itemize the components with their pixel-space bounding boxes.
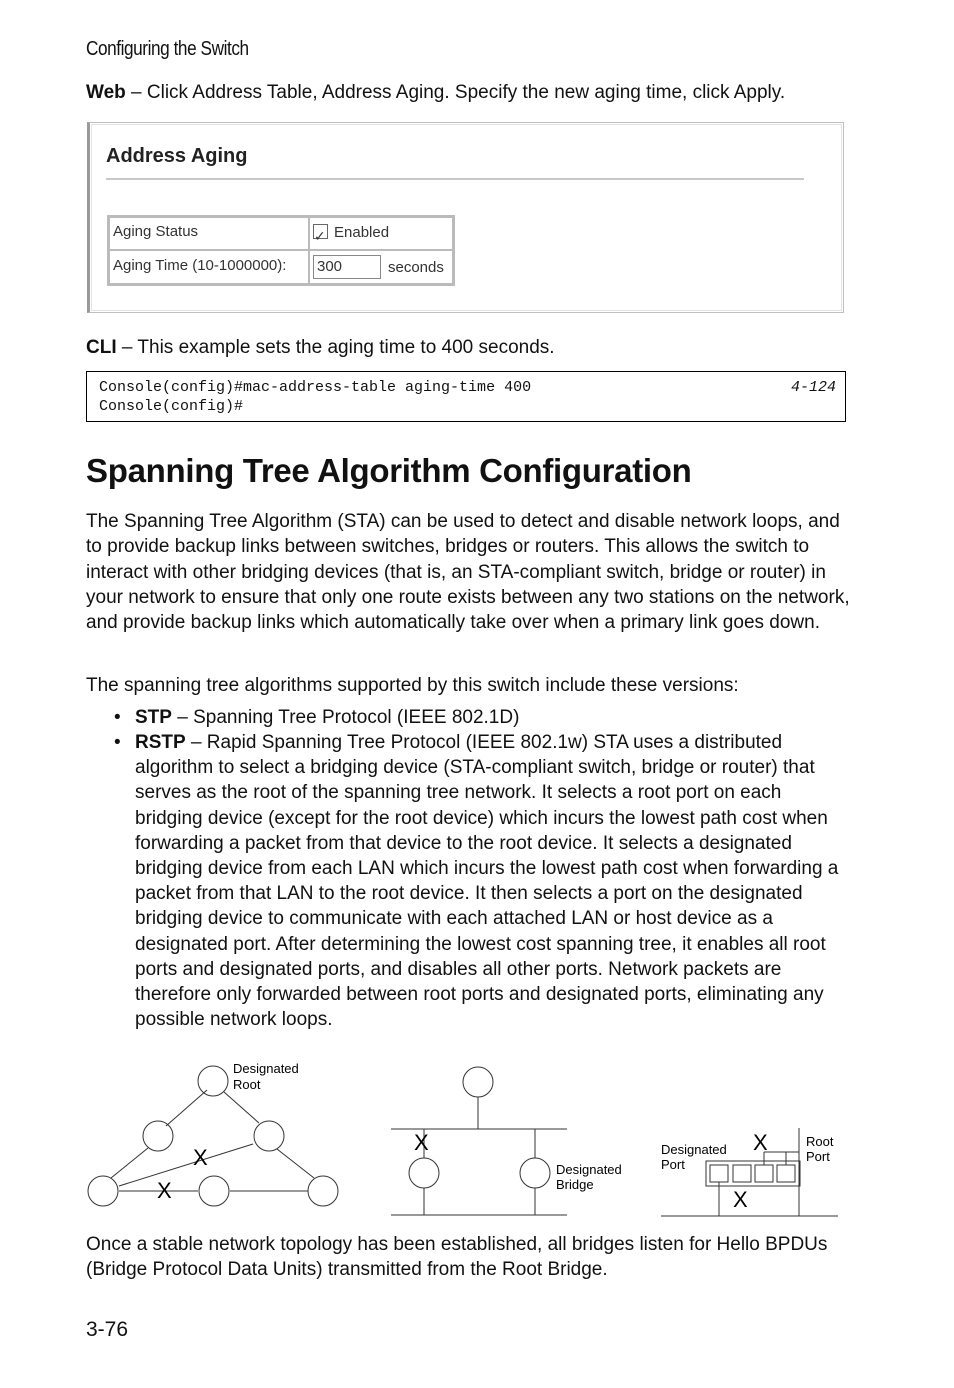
label-designated-root-1: Designated bbox=[233, 1061, 299, 1076]
blocked-x-mark: X bbox=[753, 1130, 768, 1155]
bridge-node bbox=[308, 1176, 338, 1206]
screenshot-divider bbox=[106, 178, 804, 180]
aging-time-input[interactable]: 300 bbox=[313, 255, 381, 279]
running-head: Configuring the Switch bbox=[86, 38, 249, 60]
closing-paragraph: Once a stable network topology has been established, all bridges listen for Hello BPDUs (Bridge Protocol Data Units) transmitted from the Root Bridge. bbox=[86, 1234, 828, 1281]
bullet-dot: • bbox=[114, 732, 121, 753]
bridge-node bbox=[143, 1121, 173, 1151]
versions-intro-paragraph: The spanning tree algorithms supported by this switch include these versions: bbox=[86, 675, 739, 696]
bridge-node bbox=[88, 1176, 118, 1206]
cli-lead: CLI bbox=[86, 337, 117, 358]
label-designated-port-2: Port bbox=[661, 1157, 685, 1172]
cli-instructions bbox=[86, 335, 856, 360]
bridge-node bbox=[254, 1121, 284, 1151]
aging-status-cell bbox=[309, 217, 453, 250]
blocked-x-mark: X bbox=[157, 1178, 172, 1203]
stp-lead: STP bbox=[135, 707, 172, 728]
enabled-label: Enabled bbox=[334, 224, 390, 241]
link bbox=[224, 1092, 259, 1123]
topology-left bbox=[88, 1066, 338, 1206]
seconds-unit: seconds bbox=[388, 259, 444, 276]
web-lead: Web bbox=[86, 82, 126, 103]
label-designated-bridge-2: Bridge bbox=[556, 1177, 594, 1192]
enabled-checkbox[interactable] bbox=[313, 224, 328, 239]
web-instructions bbox=[86, 80, 856, 105]
label-designated-bridge-1: Designated bbox=[556, 1162, 622, 1177]
blocked-x-mark: X bbox=[414, 1130, 429, 1155]
label-root-port-1: Root bbox=[806, 1134, 834, 1149]
blocked-x-mark: X bbox=[193, 1145, 208, 1170]
rstp-text: – Rapid Spanning Tree Protocol (IEEE 802.1w) STA uses a distributed algorithm to select a bridging device (STA-compliant switch, bridge or router) that serves as the root of the spanning tree network. It selects a root port on each bridging device (except for the root device) which incurs the lowest path cost when forwarding a packet from that device to the root device. It selects a designated bridging device from each LAN which incurs the lowest path cost when forwarding a packet from that LAN to the root device. It then selects a port on the designated bridging device to communicate with each attached LAN or host device as a designated port. After determining the lowest cost spanning tree, it enables all root ports and designated ports, and disables all other ports. Network packets are therefore only forwarded between root ports and designated ports, eliminating any possible network loops. bbox=[135, 732, 839, 1031]
page-number: 3-76 bbox=[86, 1318, 129, 1341]
cli-code-block bbox=[86, 371, 846, 422]
bullet-dot: • bbox=[114, 707, 121, 728]
blocked-link bbox=[119, 1144, 253, 1186]
sta-intro-paragraph: The Spanning Tree Algorithm (STA) can be used to detect and disable network loops, and to provide backup links between switches, bridges or routers. This allows the switch to interact with other bridging devices (that is, an STA-compliant switch, bridge or router) in your network to ensure that only one route exists between any two stations on the network, and provide backup links which automatically take over when a primary link goes down. bbox=[86, 511, 850, 634]
aging-time-cell bbox=[309, 250, 453, 284]
address-aging-screenshot bbox=[87, 122, 844, 313]
label-designated-root-2: Root bbox=[233, 1077, 261, 1092]
root-port bbox=[777, 1165, 795, 1182]
aging-status-label: Aging Status bbox=[109, 217, 309, 250]
port bbox=[710, 1165, 728, 1182]
code-line-1: Console(config)#mac-address-table aging-time 400 bbox=[99, 379, 532, 396]
section-heading: Spanning Tree Algorithm Configuration bbox=[86, 452, 692, 489]
port bbox=[755, 1165, 773, 1182]
designated-bridge-node bbox=[520, 1158, 550, 1188]
screenshot-title: Address Aging bbox=[106, 145, 248, 167]
web-text: – Click Address Table, Address Aging. Specify the new aging time, click Apply. bbox=[125, 82, 786, 103]
link bbox=[111, 1148, 148, 1178]
bridge-node bbox=[409, 1158, 439, 1188]
code-page-reference: 4-124 bbox=[790, 379, 836, 396]
port bbox=[733, 1165, 751, 1182]
root-bridge-node bbox=[198, 1066, 228, 1096]
stp-text: – Spanning Tree Protocol (IEEE 802.1D) bbox=[171, 707, 520, 728]
bridge-node bbox=[199, 1176, 229, 1206]
spanning-tree-diagram bbox=[0, 1050, 954, 1230]
aging-settings-table bbox=[107, 215, 455, 286]
label-designated-port-1: Designated bbox=[661, 1142, 727, 1157]
cli-text: – This example sets the aging time to 400 seconds. bbox=[116, 337, 555, 358]
root-bridge-node bbox=[463, 1067, 493, 1097]
code-line-2: Console(config)# bbox=[99, 398, 244, 415]
link bbox=[166, 1090, 207, 1126]
label-root-port-2: Port bbox=[806, 1149, 830, 1164]
link bbox=[277, 1149, 314, 1178]
rstp-lead: RSTP bbox=[135, 732, 186, 753]
aging-time-label: Aging Time (10-1000000): bbox=[109, 250, 309, 284]
blocked-x-mark: X bbox=[733, 1187, 748, 1212]
